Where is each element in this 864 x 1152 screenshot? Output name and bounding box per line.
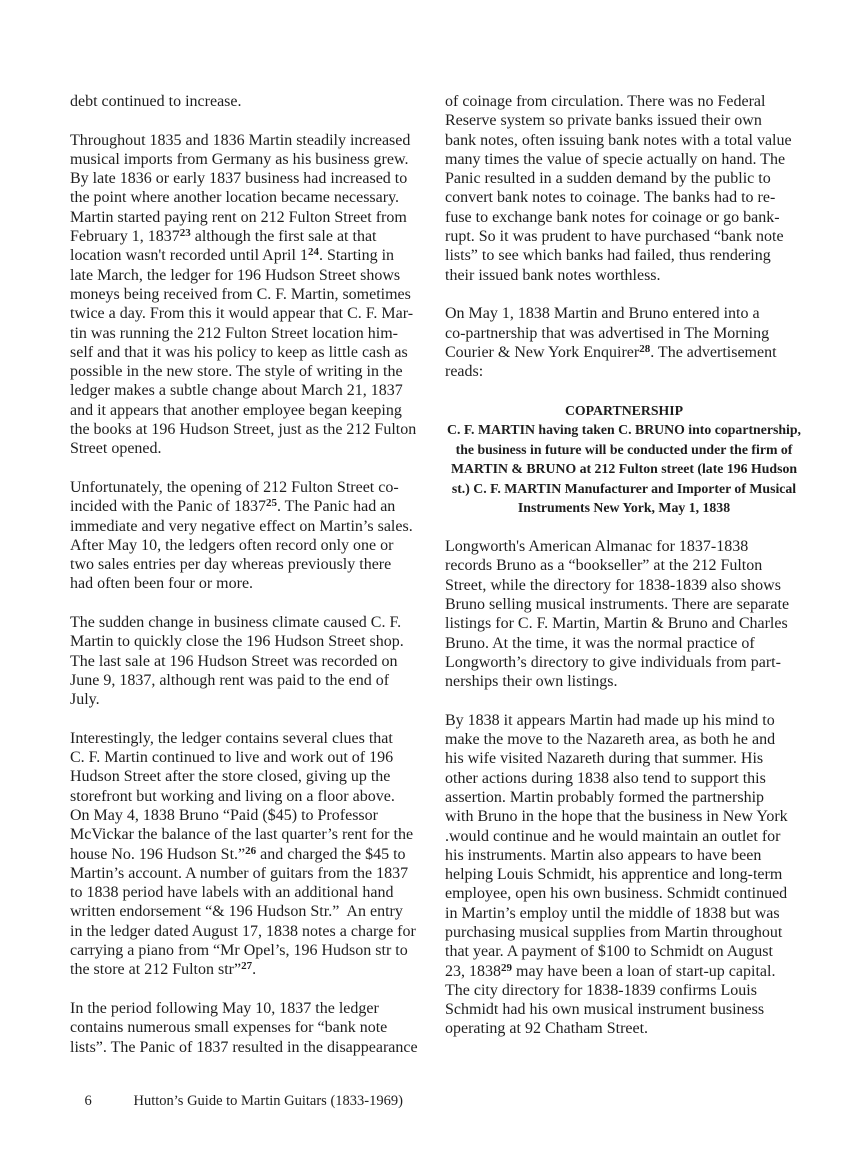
text-line: debt continued to increase. (70, 93, 242, 110)
paragraph (70, 478, 428, 594)
text-line: Reserve system so private banks issued their own (445, 112, 762, 130)
text-line: house No. 196 Hudson St.”$^{26}$ and charged the $45 to (70, 844, 406, 863)
text-line: Hudson Street after the store closed, giving up the (70, 768, 391, 786)
text-line: twice a day. From this it would appear that C. F. Mar- (70, 305, 414, 323)
text-line: COPARTNERSHIP (564, 402, 684, 418)
text-line: convert bank notes to coinage. The banks had to re- (445, 189, 776, 207)
text-line: make the move to the Nazareth area, as both he and (445, 731, 776, 749)
text-line: musical imports from Germany as his business grew. (70, 150, 409, 168)
text-line: Bruno. At the time, it was the normal practice of (445, 634, 755, 652)
text-line: incided with the Panic of 1837$^{25}$. The Panic had an (70, 497, 396, 516)
text-line: McVickar the balance of the last quarter’s rent for the (70, 826, 414, 844)
text-line: .would continue and he would maintain an outlet for (445, 827, 781, 845)
footnote-reference: 29 (501, 961, 512, 974)
paragraph (70, 999, 428, 1057)
text-line: st.) C. F. MARTIN Manufacturer and Importer of Musical (451, 480, 797, 496)
text-line: June 9, 1837, although rent was paid to the end of (70, 671, 390, 689)
text-line: his instruments. Martin also appears to have been (445, 846, 762, 864)
paragraph (445, 537, 803, 691)
text-line: moneys being received from C. F. Martin, sometimes (70, 285, 411, 303)
text-line: Throughout 1835 and 1836 Martin steadily increased (70, 131, 411, 149)
text-line: storefront but working and living on a floor above. (70, 787, 395, 805)
page-footer (70, 1074, 403, 1128)
text-line: of coinage from circulation. There was no Federal (445, 93, 766, 110)
paragraph (70, 131, 428, 459)
text-line: Courier & New York Enquirer$^{28}$. The advertisement (445, 342, 777, 361)
text-line: MARTIN & BRUNO at 212 Fulton street (late 196 Hudson (450, 461, 798, 477)
text-line: purchasing musical supplies from Martin throughout (445, 923, 783, 941)
text-line: assertion. Martin probably formed the partnership (445, 788, 765, 806)
text-line: C. F. Martin continued to live and work out of 196 (70, 749, 394, 767)
footnote-reference: 26 (245, 844, 257, 857)
text-line: location wasn't recorded until April $1^{24}$. Starting in (70, 246, 395, 265)
paragraph (70, 92, 428, 111)
text-line: Longworth’s directory to give individuals from part- (445, 653, 781, 671)
text-line: the store at 212 Fulton str”$^{27}$. (70, 960, 257, 979)
footnote-reference: 28 (639, 342, 651, 355)
paragraph (70, 729, 428, 980)
text-line: other actions during 1838 also tend to support this (445, 769, 766, 787)
text-line: his wife visited Nazareth during that summer. His (445, 750, 764, 768)
page-number: 6 (84, 1093, 92, 1109)
text-line: helping Louis Schmidt, his apprentice and long-term (445, 866, 783, 884)
text-line: in the ledger dated August 17, 1838 notes a charge for (70, 922, 416, 940)
text-line: Street opened. (70, 440, 162, 458)
footnote-reference: 23 (179, 227, 191, 240)
text-line: Interestingly, the ledger contains several clues that (70, 729, 393, 747)
text-line: and it appears that another employee began keeping (70, 401, 402, 419)
text-line: written endorsement “& 196 Hudson Str.” An entry (70, 903, 403, 921)
text-line: By 1838 it appears Martin had made up his mind to (445, 711, 775, 729)
footnote-reference: 24 (307, 246, 319, 259)
text-line: February 1, 1837$^{23}$ although the first sale at that (70, 227, 377, 246)
text-line: C. F. MARTIN having taken C. BRUNO into copartnership, (447, 422, 801, 438)
text-line: the point where another location became necessary. (70, 189, 400, 207)
text-line: the books at 196 Hudson Street, just as the 212 Fulton (70, 421, 417, 439)
text-line: rupt. So it was prudent to have purchased “bank note (445, 228, 784, 246)
text-line: that year. A payment of $100 to Schmidt on August (445, 943, 773, 961)
text-line: possible in the new store. The style of writing in the (70, 363, 403, 381)
text-line: bank notes, often issuing bank notes with a total value (445, 131, 792, 149)
paragraph (445, 304, 803, 381)
text-line: 23, 1838$^{29}$ may have been a loan of start-up capital. (445, 961, 776, 980)
text-line: operating at 92 Chatham Street. (445, 1020, 649, 1038)
text-line: two sales entries per day whereas previously there (70, 556, 392, 574)
text-line: fuse to exchange bank notes for coinage or go bank- (445, 208, 780, 226)
text-line: listings for C. F. Martin, Martin & Bruno and Charles (445, 615, 788, 633)
footnote-reference: 27 (241, 960, 253, 973)
text-line: lists”. The Panic of 1837 resulted in the disappearance (70, 1038, 418, 1056)
text-line: Longworth's American Almanac for 1837-1838 (445, 538, 749, 556)
text-line: Panic resulted in a sudden demand by the public to (445, 170, 771, 188)
paragraph (70, 613, 428, 709)
text-line: Instruments New York, May 1, 1838 (517, 500, 731, 516)
text-line: lists” to see which banks had failed, thus rendering (445, 247, 771, 265)
advertisement-block (445, 401, 803, 518)
text-line: ledger makes a subtle change about March 21, 1837 (70, 382, 403, 400)
text-line: co-partnership that was advertised in The Morning (445, 324, 770, 342)
text-line: their issued bank notes worthless. (445, 266, 661, 284)
text-line: The sudden change in business climate caused C. F. (70, 614, 402, 632)
text-line: to 1838 period have labels with an additional hand (70, 884, 394, 902)
text-line: July. (70, 691, 100, 709)
text-line: By late 1836 or early 1837 business had increased to (70, 170, 408, 188)
running-title: Hutton’s Guide to Martin Guitars (1833-1969) (133, 1093, 403, 1109)
text-line: many times the value of specie actually on hand. The (445, 150, 786, 168)
text-line: Street, while the directory for 1838-1839 also shows (445, 576, 781, 594)
text-line: late March, the ledger for 196 Hudson Street shows (70, 266, 401, 284)
paragraph (445, 92, 803, 285)
text-line: records Bruno as a “bookseller” at the 212 Fulton (445, 557, 763, 575)
text-line: In the period following May 10, 1837 the ledger (70, 999, 379, 1017)
text-line: employee, open his own business. Schmidt continued (445, 885, 788, 903)
text-line: had often been four or more. (70, 575, 254, 593)
text-line: Martin started paying rent on 212 Fulton Street from (70, 208, 407, 226)
text-line: Schmidt had his own musical instrument business (445, 1001, 765, 1019)
text-line: in Martin’s employ until the middle of 1838 but was (445, 904, 780, 922)
text-line: The last sale at 196 Hudson Street was recorded on (70, 652, 398, 670)
text-line: contains numerous small expenses for “bank note (70, 1019, 388, 1037)
text-line: with Bruno in the hope that the business in New York (445, 808, 788, 826)
text-line: The city directory for 1838-1839 confirms Louis (445, 981, 757, 999)
text-line: After May 10, the ledgers often record only one or (70, 536, 394, 554)
text-line: Martin to quickly close the 196 Hudson Street shop. (70, 633, 404, 651)
right-column (445, 92, 803, 1039)
text-line: immediate and very negative effect on Martin’s sales. (70, 517, 413, 535)
text-line: On May 1, 1838 Martin and Bruno entered into a (445, 305, 760, 323)
left-column (70, 92, 428, 1057)
text-line: nerships their own listings. (445, 673, 618, 691)
paragraph (445, 711, 803, 1039)
text-line: self and that it was his policy to keep as little cash as (70, 343, 408, 361)
text-line: the business in future will be conducted under the firm of (455, 441, 793, 457)
text-line: Martin’s account. A number of guitars from the 1837 (70, 864, 409, 882)
text-line: Unfortunately, the opening of 212 Fulton Street co- (70, 478, 399, 496)
text-line: Bruno selling musical instruments. There are separate (445, 595, 790, 613)
text-line: carrying a piano from “Mr Opel’s, 196 Hudson str to (70, 942, 408, 960)
text-line: tin was running the 212 Fulton Street location him- (70, 324, 398, 342)
footnote-reference: 25 (265, 497, 277, 510)
text-line: reads: (445, 363, 484, 381)
text-line: On May 4, 1838 Bruno “Paid ($45) to Professor (70, 806, 378, 824)
